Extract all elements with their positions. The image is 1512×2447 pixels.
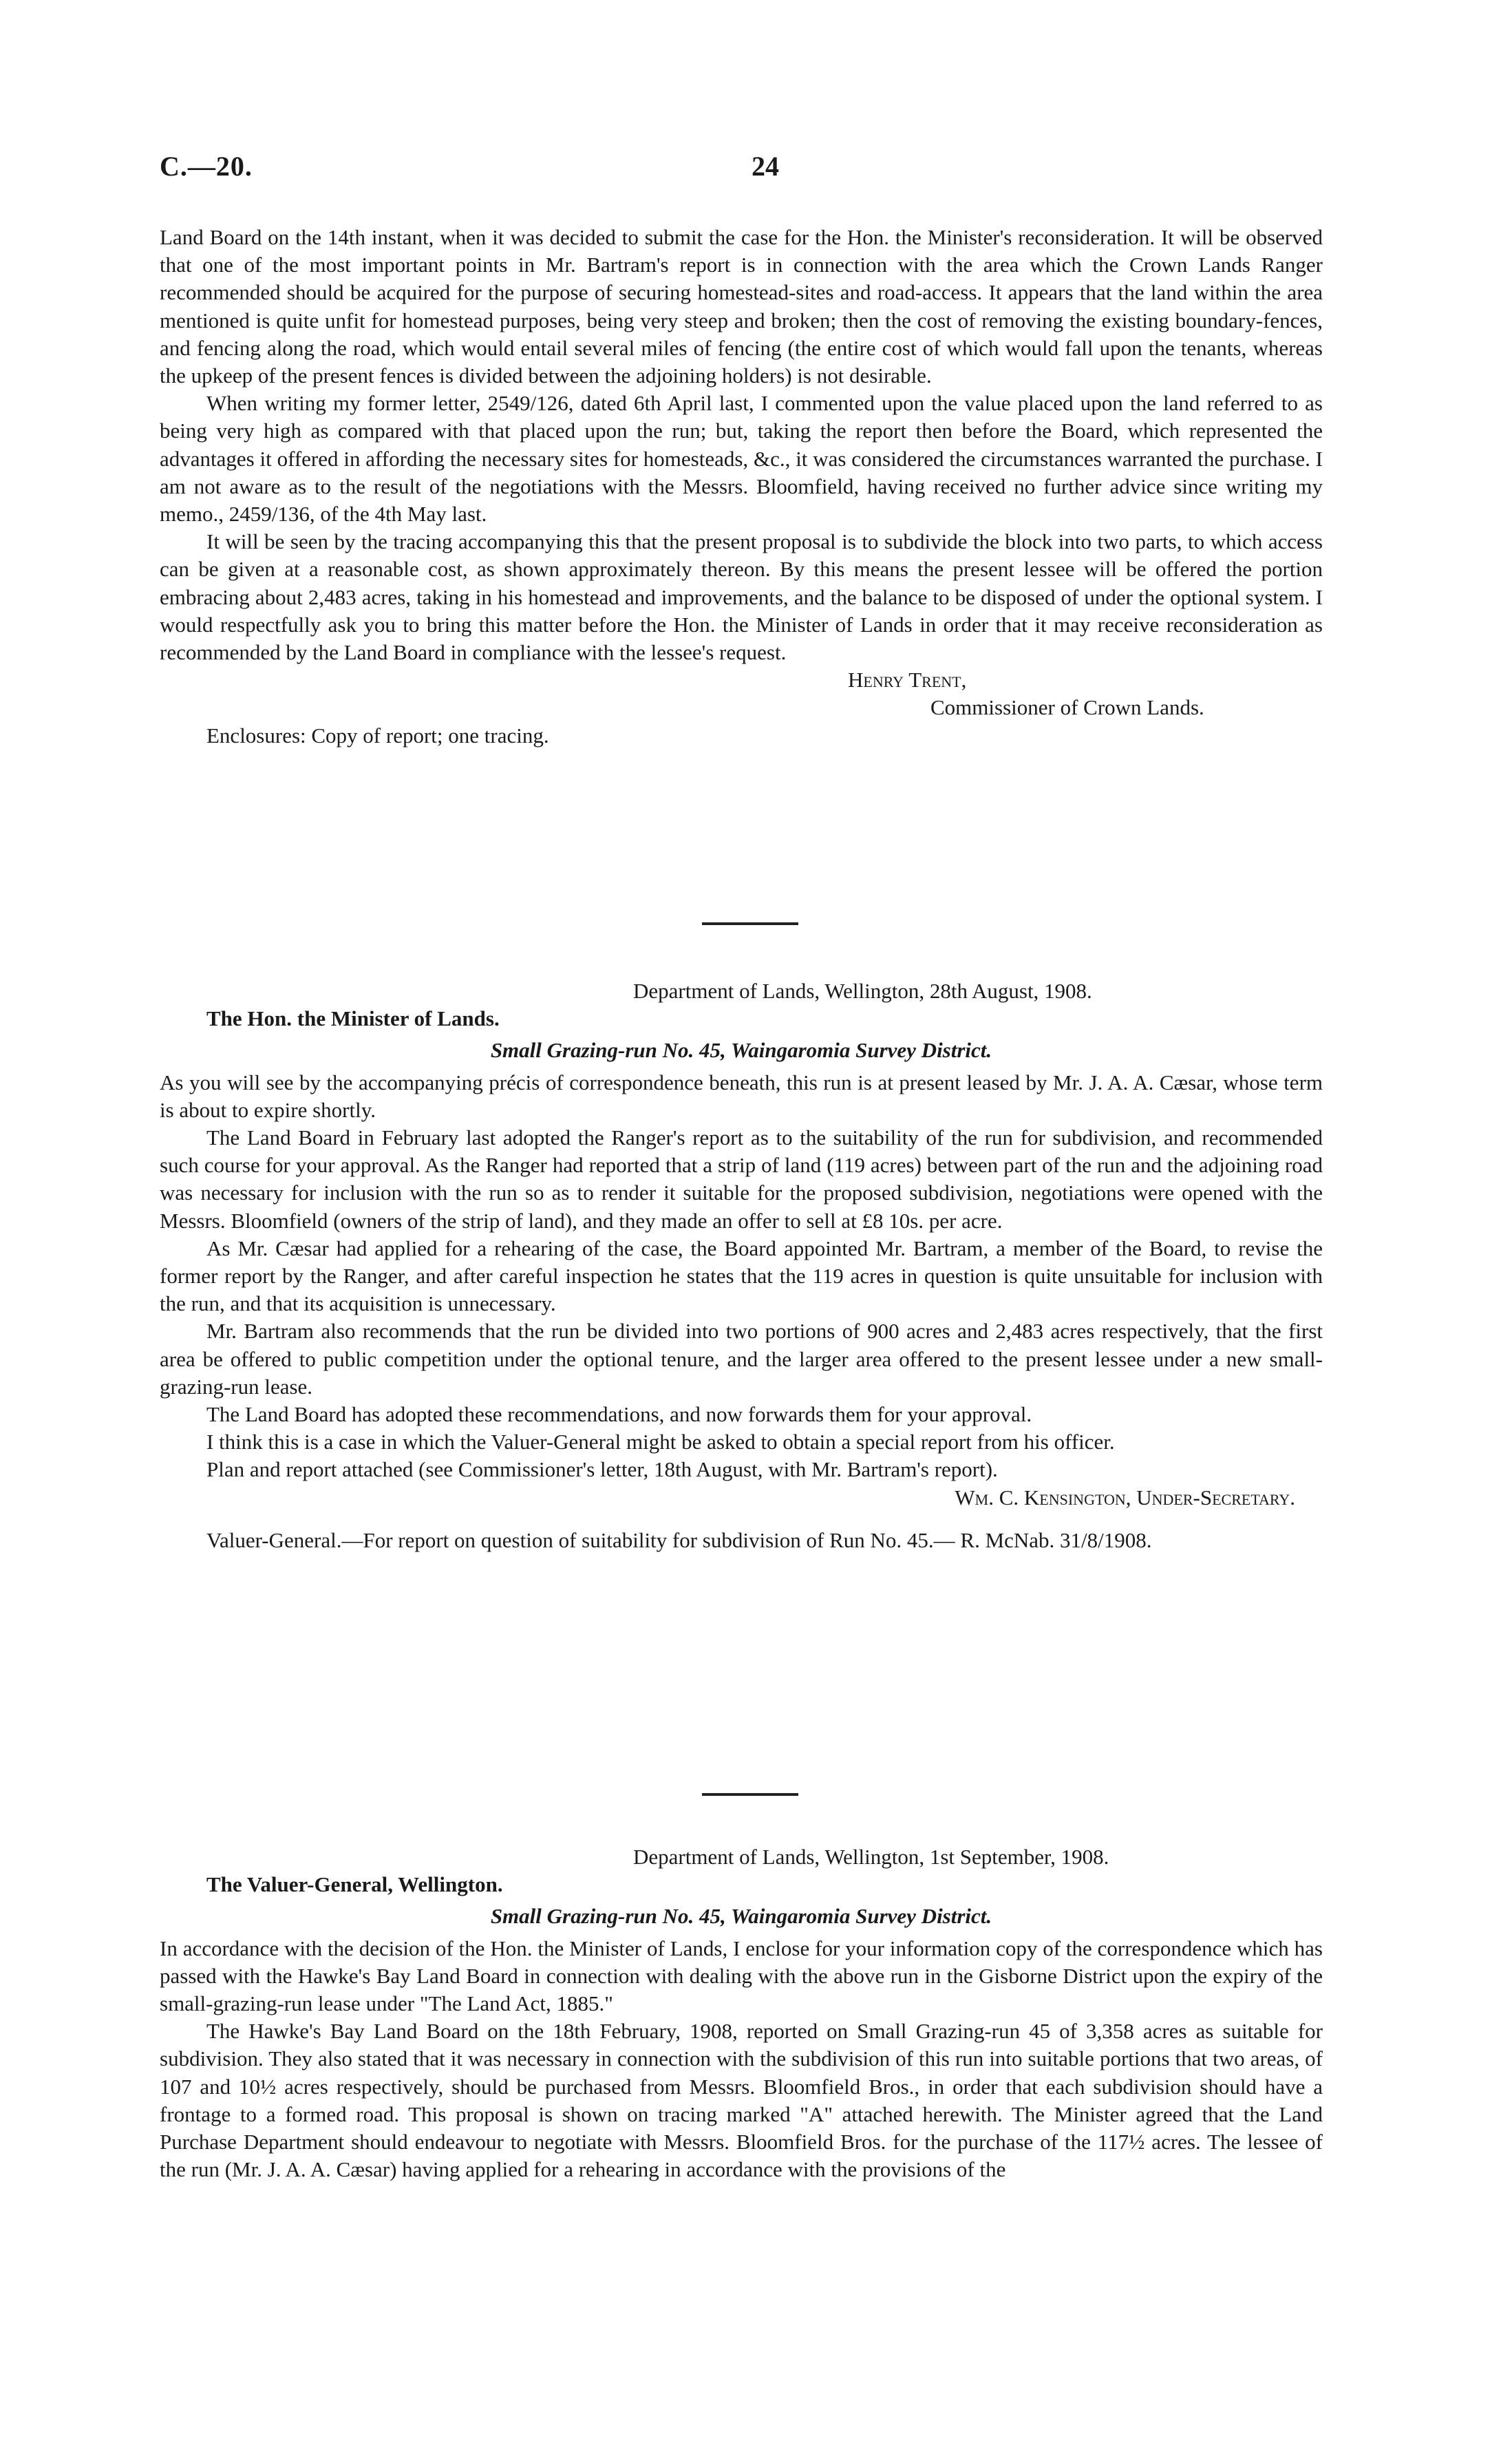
paragraph: When writing my former letter, 2549/126, dated 6th April last, I commented upon the value placed upon the land referred to as being very high as compared with that placed upon the run; but, taking the report then before the Board, which represented the advantages it offered in affording the necessary sites for homesteads, &c., it was considered the circumstances warranted the purchase. I am not aware as to the result of the negotiations with the Messrs. Bloomfield, having received no further advice since writing my memo., 2459/136, of the 4th May last. bbox=[160, 391, 1323, 527]
paragraph: Plan and report attached (see Commissioner's letter, 18th August, with Mr. Bartram's report). bbox=[206, 1457, 998, 1482]
letter-minister bbox=[160, 977, 1323, 1554]
document-reference: C.—20. bbox=[160, 151, 253, 182]
paragraph: The Land Board has adopted these recommendations, and now forwards them for your approval. bbox=[206, 1402, 1032, 1427]
section-divider bbox=[702, 1793, 798, 1796]
page-header bbox=[160, 150, 1350, 191]
signature-title: Commissioner of Crown Lands. bbox=[930, 695, 1204, 720]
letter-continued bbox=[160, 224, 1323, 750]
subject-line: Small Grazing-run No. 45, Waingaromia Survey District. bbox=[490, 1904, 992, 1929]
paragraph: The Hawke's Bay Land Board on the 18th February, 1908, reported on Small Grazing-run 45 of 3,358 acres as suitable for subdivision. They also stated that it was necessary in connection with the subdivision of this run into suitable portions that two areas, of 107 and 10½ acres respectively, should be purchased from Messrs. Bloomfield Bros., in order that each subdivision should have a frontage to a formed road. This proposal is shown on tracing marked "A" attached herewith. The Minister agreed that the Land Purchase Department should endeavour to negotiate with Messrs. Bloomfield Bros. for the purchase of the 117½ acres. The lessee of the run (Mr. J. A. A. Cæsar) having applied for a rehearing in accordance with the provisions of the bbox=[160, 2019, 1323, 2182]
section-divider bbox=[702, 922, 798, 925]
signature-title-row bbox=[160, 694, 1323, 721]
paragraph: Land Board on the 14th instant, when it was decided to submit the case for the Hon. the Minister's reconsideration. It will be observed that one of the most important points in Mr. Bartram's report is in connection with the area which the Crown Lands Ranger recommended should be acquired for the purpose of securing homestead-sites and road-access. It appears that the land within the area mentioned is quite unfit for homestead purposes, being very steep and broken; then the cost of removing the existing boundary-fences, and fencing along the road, which would entail several miles of fencing (the entire cost of which would fall upon the tenants, whereas the upkeep of the present fences is divided between the adjoining holders) is not desirable. bbox=[160, 225, 1323, 388]
page-number: 24 bbox=[752, 151, 779, 182]
paragraph: It will be seen by the tracing accompanying this that the present proposal is to subdivide the block into two parts, to which access can be given at a reasonable cost, as shown approximately thereon. By this means the present lessee will be offered the portion embracing about 2,483 acres, taking in his homestead and improvements, and the balance to be disposed of under the optional system. I would respectfully ask you to bring this matter before the Hon. the Minister of Lands in order that it may receive reconsideration as recommended by the Land Board in compliance with the lessee's request. bbox=[160, 529, 1323, 665]
letter-valuer-general bbox=[160, 1843, 1323, 2183]
addressee: The Valuer-General, Wellington. bbox=[206, 1872, 503, 1897]
paragraph: The Land Board in February last adopted the Ranger's report as to the suitability of the run for subdivision, and recommended such course for your approval. As the Ranger had reported that a strip of land (119 acres) between part of the run and the adjoining road was necessary for inclusion with the run so as to render it suitable for the proposed subdivision, negotiations were opened with the Messrs. Bloomfield (owners of the strip of land), and they made an offer to sell at £8 10s. per acre. bbox=[160, 1125, 1323, 1233]
letter-date: Department of Lands, Wellington, 1st September, 1908. bbox=[633, 1845, 1109, 1869]
paragraph: In accordance with the decision of the Hon. the Minister of Lands, I enclose for your information copy of the correspondence which has passed with the Hawke's Bay Land Board in connection with dealing with the above run in the Gisborne District upon the expiry of the small-grazing-run lease under "The Land Act, 1885." bbox=[160, 1936, 1323, 2016]
letter-date: Department of Lands, Wellington, 28th August, 1908. bbox=[633, 979, 1092, 1003]
paragraph: Mr. Bartram also recommends that the run be divided into two portions of 900 acres and 2,483 acres respectively, that the first area be offered to public competition under the optional tenure, and the larger area offered to the present lessee under a new small-grazing-run lease. bbox=[160, 1319, 1323, 1399]
enclosures: Enclosures: Copy of report; one tracing. bbox=[206, 723, 549, 748]
paragraph: I think this is a case in which the Valuer-General might be asked to obtain a special report from his officer. bbox=[206, 1430, 1115, 1454]
minute-note: Valuer-General.—For report on question of suitability for subdivision of Run No. 45.— R. McNab. 31/8/1908. bbox=[206, 1527, 1152, 1552]
subject-line: Small Grazing-run No. 45, Waingaromia Survey District. bbox=[490, 1038, 992, 1063]
signature-row bbox=[160, 666, 1323, 694]
paragraph: As Mr. Cæsar had applied for a rehearing of the case, the Board appointed Mr. Bartram, a member of the Board, to revise the former report by the Ranger, and after careful inspection he states that the 119 acres in question is quite unsuitable for inclusion with the run, and that its acquisition is unnecessary. bbox=[160, 1236, 1323, 1316]
signature-name: Henry Trent, bbox=[848, 668, 967, 692]
addressee: The Hon. the Minister of Lands. bbox=[206, 1006, 500, 1031]
signature: Wm. C. Kensington, Under-Secretary. bbox=[955, 1485, 1295, 1509]
paragraph: As you will see by the accompanying précis of correspondence beneath, this run is at present leased by Mr. J. A. A. Cæsar, whose term is about to expire shortly. bbox=[160, 1070, 1323, 1122]
